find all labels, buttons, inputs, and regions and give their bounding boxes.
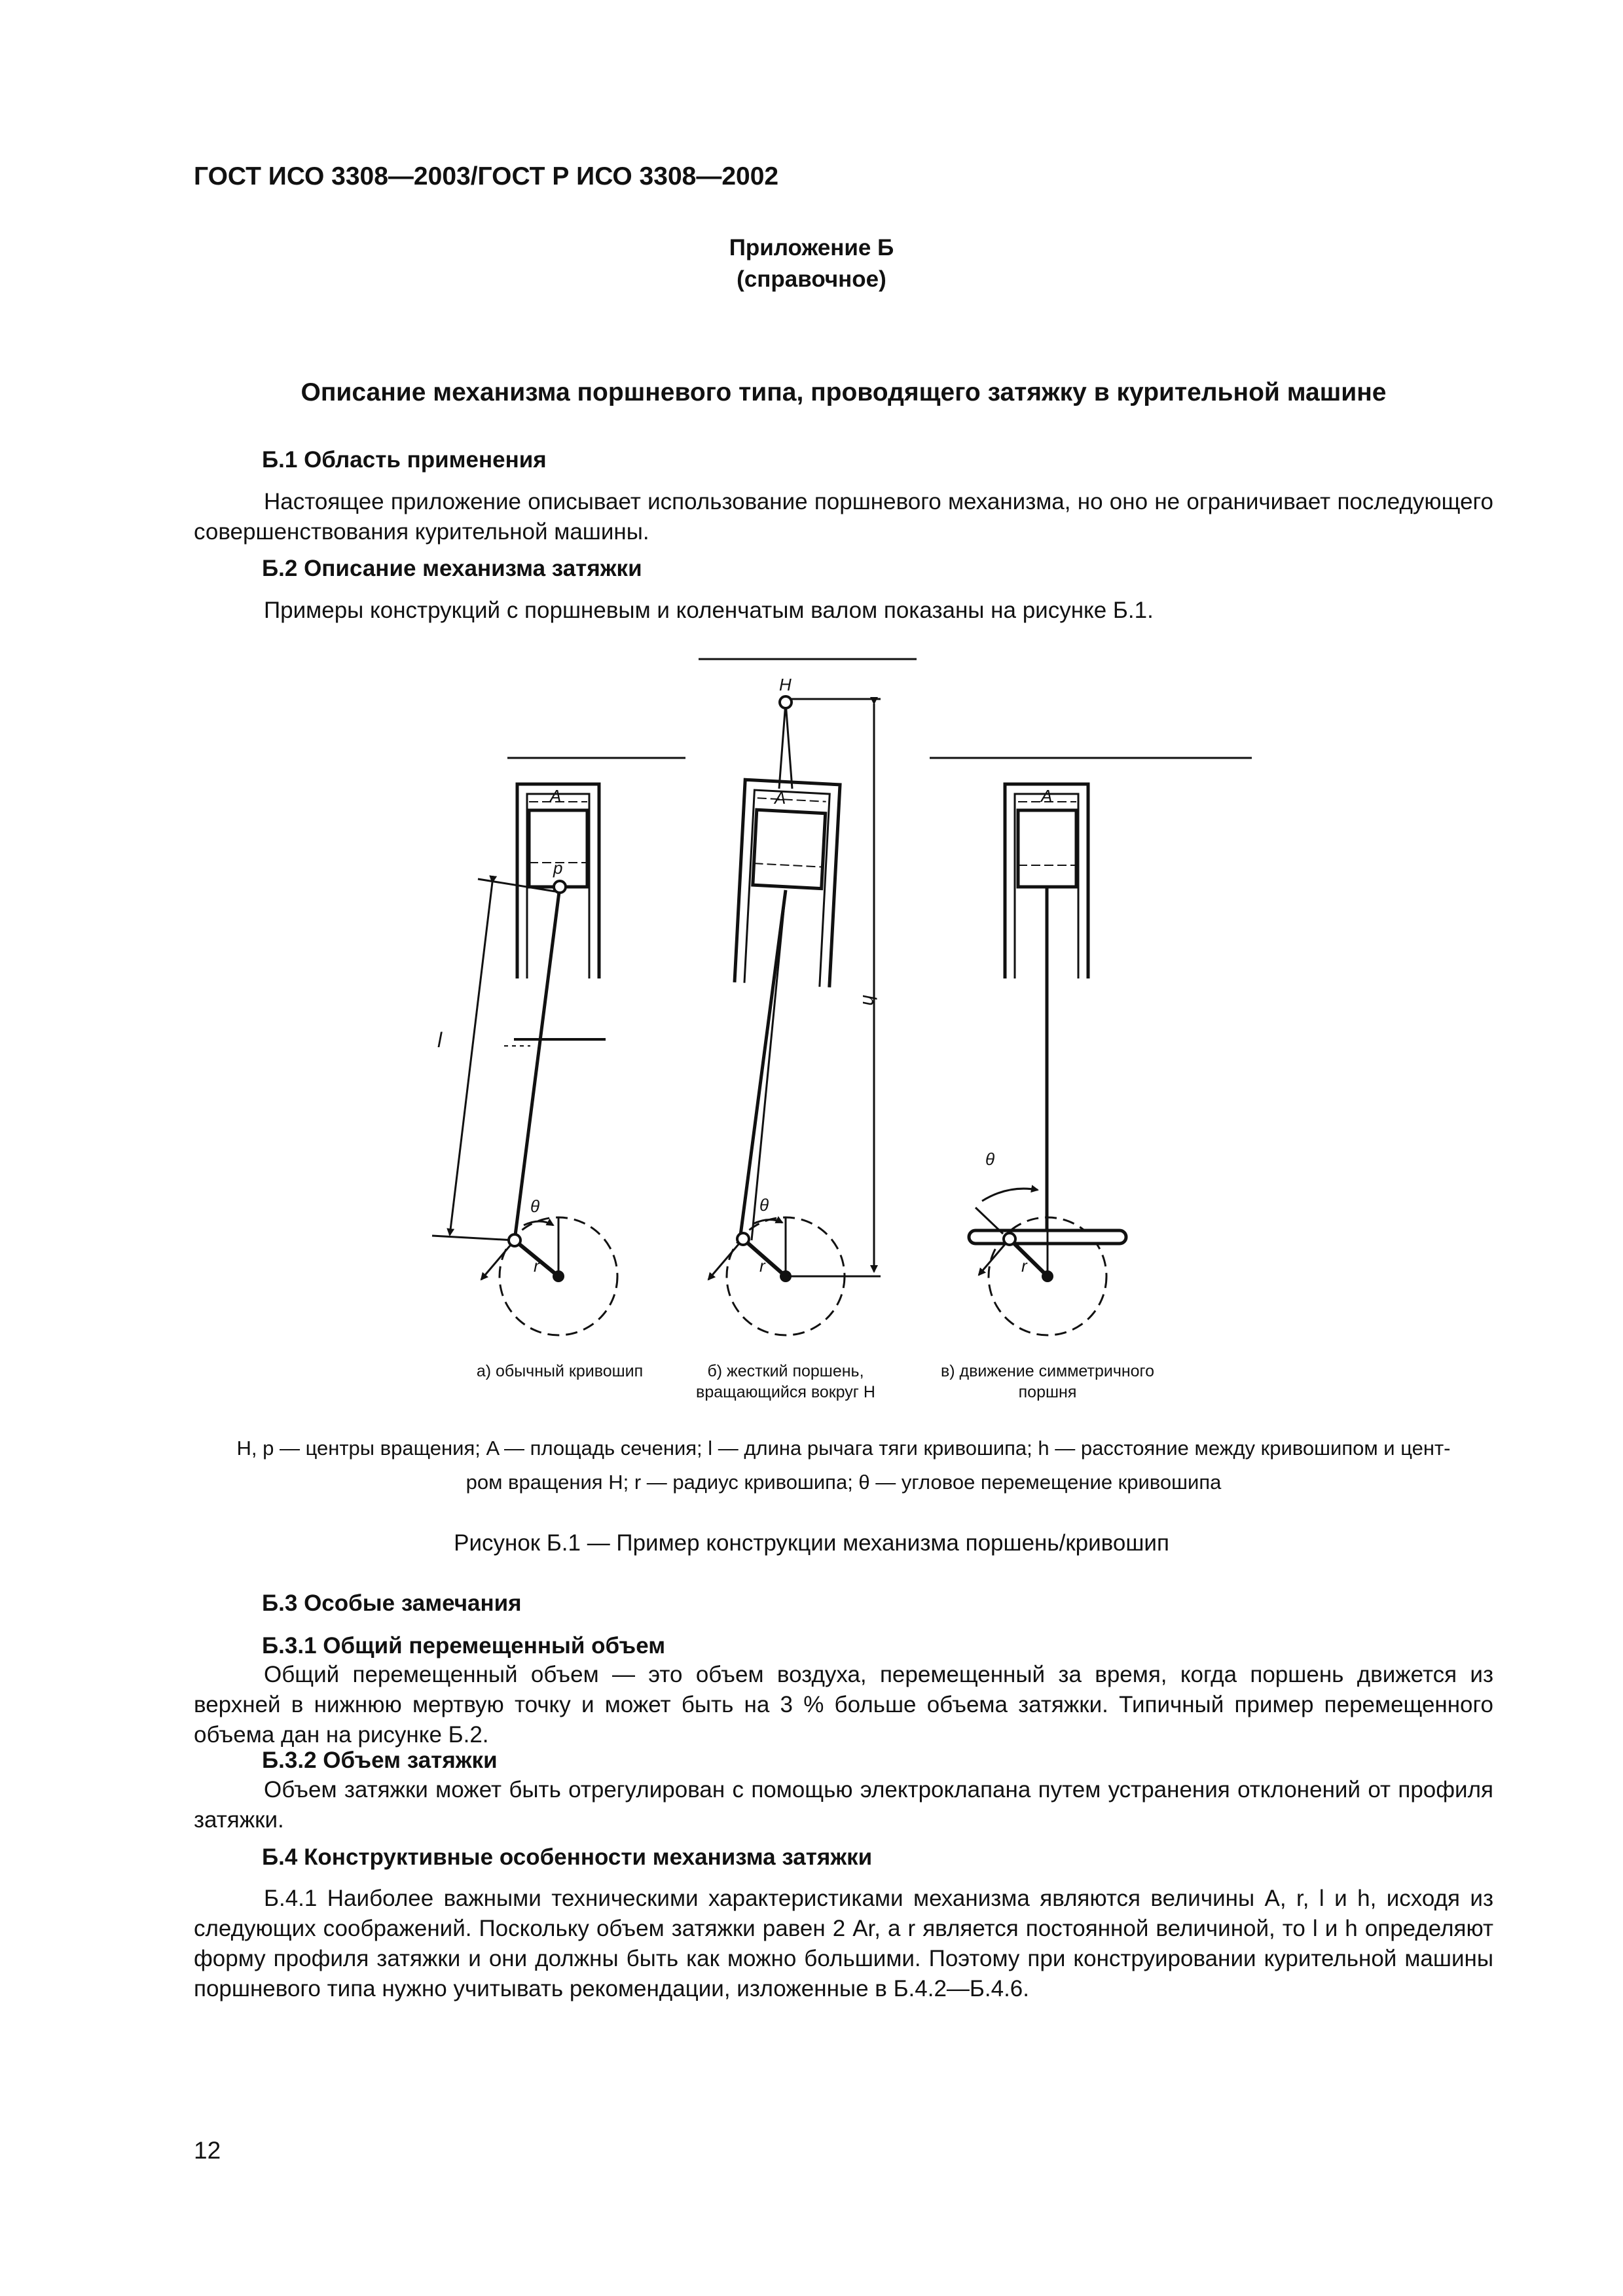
section-b32-heading: Б.3.2 Объем затяжки (262, 1748, 498, 1773)
figure-legend (194, 1431, 1493, 1499)
caption-a: а) обычный кривошип (476, 1362, 644, 1380)
label-r-a: r (534, 1256, 539, 1276)
section-b31-text: Общий перемещенный объем — это объем воздуха, перемещенный за время, когда поршень движется из верхней в нижнюю мертвую точку и может быть на 3 % больше объема затяжки. Типичный пример перемещенного объема дан на рисунке Б.2. (194, 1662, 1493, 1748)
label-A-b: A (775, 788, 786, 808)
diagram-a-conventional-crank (432, 758, 685, 1335)
page-number: 12 (194, 2137, 221, 2164)
diagram-c-symmetric-piston (930, 758, 1252, 1335)
label-A-a: A (550, 786, 562, 806)
label-theta-c: θ (985, 1149, 995, 1169)
label-H: H (779, 675, 792, 694)
label-A-c: A (1041, 786, 1053, 806)
label-p: p (553, 858, 563, 878)
section-b32-text: Объем затяжки может быть отрегулирован с помощью электроклапана путем устранения отклонений от профиля затяжки. (194, 1777, 1493, 1833)
section-b2-text: Примеры конструкций с поршневым и коленчатым валом показаны на рисунке Б.1. (264, 598, 1154, 623)
section-b1-text: Настоящее приложение описывает использование поршневого механизма, но оно не ограничивает последующего совершенствования курительной машины. (194, 489, 1493, 545)
section-b4-text: Б.4.1 Наиболее важными техническими характеристиками механизма являются величины A, r, l и h, исходя из следующих соображений. Поскольку объем затяжки равен 2 Ar, а r является постоянной величиной, то l и h определяют форму профиля затяжки и они должны быть как можно большими. Поэтому при конструировании курительной машины поршневого типа нужно учитывать рекомендации, изложенные в Б.4.2—Б.4.6. (194, 1886, 1493, 2001)
document-header: ГОСТ ИСО 3308—2003/ГОСТ Р ИСО 3308—2002 (194, 162, 779, 190)
appendix-label: Приложение Б (729, 235, 894, 260)
section-b2-heading: Б.2 Описание механизма затяжки (262, 556, 642, 581)
label-theta-b: θ (759, 1195, 769, 1215)
figure-b1 (0, 648, 1623, 1433)
caption-b-line2: вращающийся вокруг H (696, 1383, 875, 1401)
section-b3-heading: Б.3 Особые замечания (262, 1590, 522, 1616)
caption-c-line2: поршня (1018, 1383, 1077, 1401)
caption-c-line1: в) движение симметричного (940, 1362, 1155, 1380)
appendix-title: Описание механизма поршневого типа, проводящего затяжку в курительной машине (301, 378, 1387, 406)
section-b31-heading: Б.3.1 Общий перемещенный объем (262, 1633, 666, 1659)
label-l: l (437, 1028, 443, 1052)
section-b4-heading: Б.4 Конструктивные особенности механизма затяжки (262, 1844, 873, 1870)
label-r-c: r (1021, 1256, 1027, 1276)
section-b1-heading: Б.1 Область применения (262, 447, 547, 473)
figure-legend-line2: ром вращения H; r — радиус кривошипа; θ — угловое перемещение кривошипа (465, 1471, 1222, 1494)
diagram-b-rigid-piston (699, 659, 917, 1335)
label-r-b: r (759, 1256, 765, 1276)
figure-legend-line1: H, p — центры вращения; A — площадь сечения; l — длина рычага тяги кривошипа; h — расстояние между кривошипом и цент- (236, 1437, 1451, 1460)
label-theta-a: θ (530, 1196, 540, 1216)
appendix-type: (справочное) (737, 266, 886, 292)
label-h: h (858, 995, 880, 1006)
caption-b-line1: б) жесткий поршень, (707, 1362, 864, 1380)
figure-title: Рисунок Б.1 — Пример конструкции механизма поршень/кривошип (454, 1530, 1169, 1556)
